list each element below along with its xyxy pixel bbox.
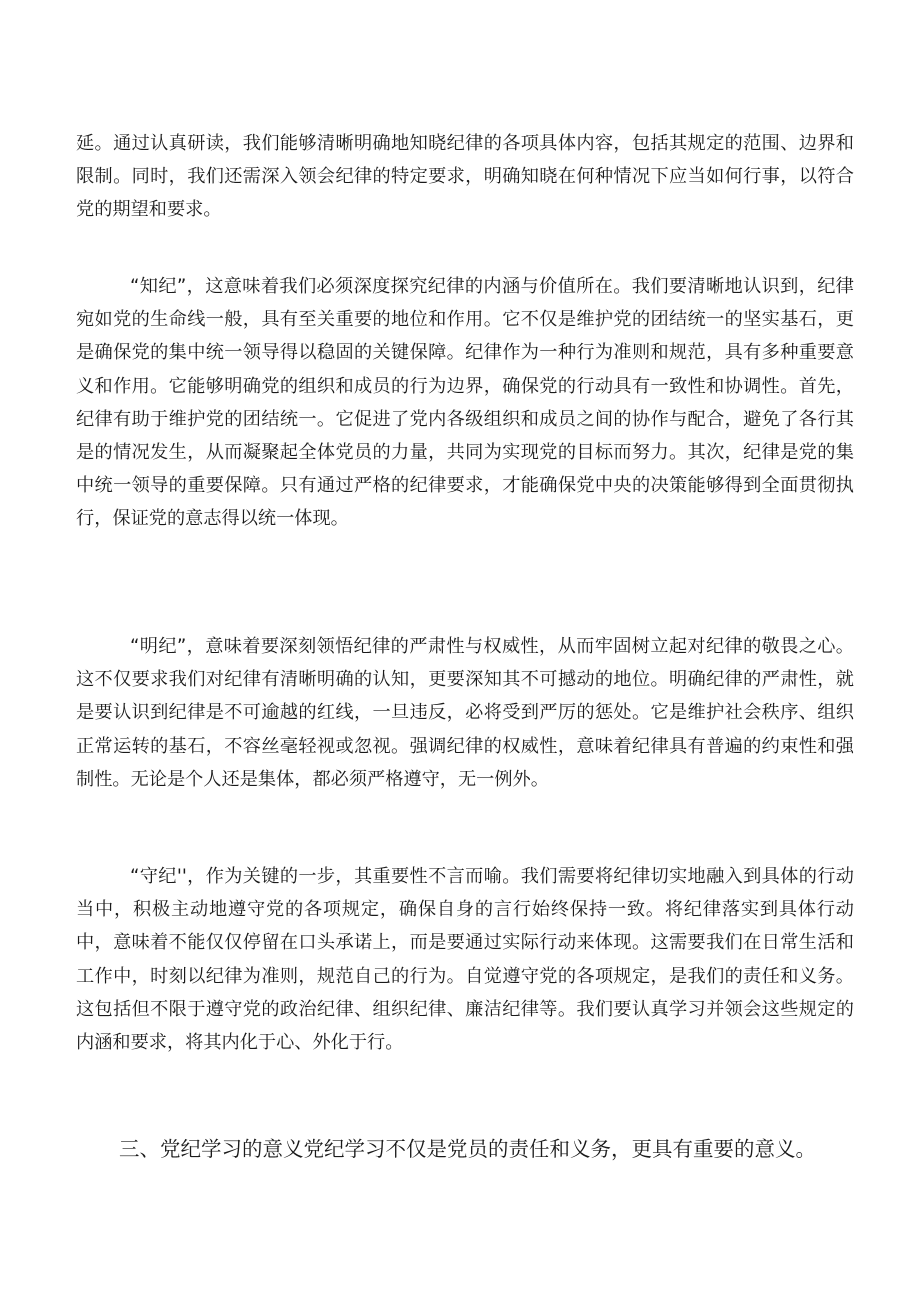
paragraph-continuation: 延。通过认真研读，我们能够清晰明确地知晓纪律的各项具体内容，包括其规定的范围、边界和限制。同时，我们还需深入领会纪律的特定要求，明确知晓在何种情况下应当如何行事，以符合党的期望和要求。 [76,133,854,221]
paragraph-shouji: “守纪''，作为关键的一步，其重要性不言而喻。我们需要将纪律切实地融入到具体的行动当中，积极主动地遵守党的各项规定，确保自身的言行始终保持一致。将纪律落实到具体行动中，意味着不能仅仅停留在口头承诺上，而是要通过实际行动来体现。这需要我们在日常生活和工作中，时刻以纪律为准则，规范自己的行为。自觉遵守党的各项规定，是我们的责任和义务。这包括但不限于遵守党的政治纪律、组织纪律、廉洁纪律等。我们要认真学习并领会这些规定的内涵和要求，将其内化于心、外化于行。 [76,866,854,1054]
section-heading: 三、党纪学习的意义党纪学习不仅是党员的责任和义务，更具有重要的意义。 [119,1137,816,1161]
paragraph-mingji: “明纪”，意味着要深刻领悟纪律的严肃性与权威性，从而牢固树立起对纪律的敬畏之心。这不仅要求我们对纪律有清晰明确的认知，更要深知其不可撼动的地位。明确纪律的严肃性，就是要认识到纪律是不可逾越的红线，一旦违反，必将受到严厉的惩处。它是维护社会秩序、组织正常运转的基石，不容丝毫轻视或忽视。强调纪律的权威性，意味着纪律具有普遍的约束性和强制性。无论是个人还是集体，都必须严格遵守，无一例外。 [76,636,854,790]
paragraph-zhiji: “知纪”，这意味着我们必须深度探究纪律的内涵与价值所在。我们要清晰地认识到，纪律宛如党的生命线一般，具有至关重要的地位和作用。它不仅是维护党的团结统一的坚实基石，更是确保党的集中统一领导得以稳固的关键保障。纪律作为一种行为准则和规范，具有多种重要意义和作用。它能够明确党的组织和成员的行为边界，确保党的行动具有一致性和协调性。首先，纪律有助于维护党的团结统一。它促进了党内各级组织和成员之间的协作与配合，避免了各行其是的情况发生，从而凝聚起全体党员的力量，共同为实现党的目标而努力。其次，纪律是党的集中统一领导的重要保障。只有通过严格的纪律要求，才能确保党中央的决策能够得到全面贯彻执行，保证党的意志得以统一体现。 [76,276,854,530]
